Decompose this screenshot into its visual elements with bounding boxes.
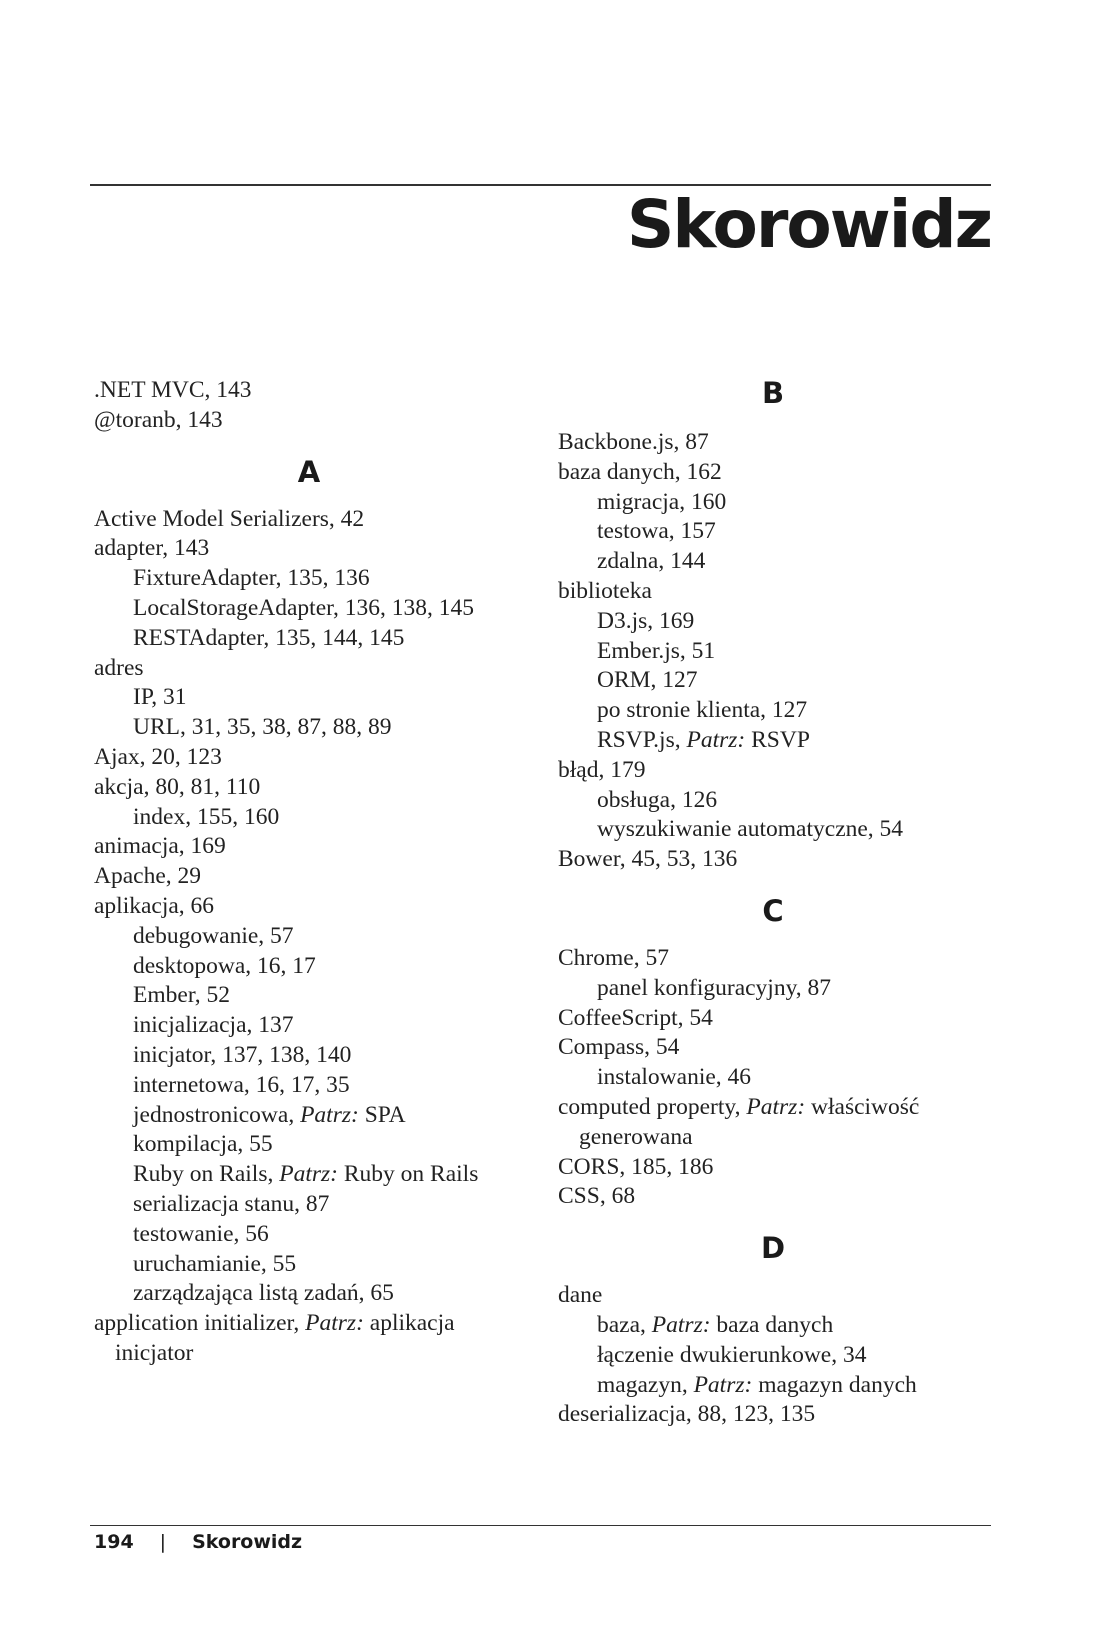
entry-text: D3.js, 169 [597, 607, 695, 634]
index-entry [94, 773, 524, 803]
index-subentry [558, 1063, 988, 1093]
entry-text: FixtureAdapter, 135, 136 [133, 565, 370, 592]
index-subentry [558, 1371, 988, 1401]
index-subentry [94, 594, 524, 624]
see-target: Ruby on Rails [337, 1161, 479, 1188]
index-entry [94, 406, 524, 436]
entry-text: instalowanie, 46 [597, 1064, 752, 1091]
see-target: właściwość [805, 1093, 920, 1120]
index-entry [558, 944, 988, 974]
index-subentry [94, 713, 524, 743]
index-subentry [94, 1101, 524, 1131]
index-entry [94, 654, 524, 684]
see-reference: Patrz: [300, 1101, 359, 1128]
entry-text: index, 155, 160 [133, 803, 280, 830]
section-letter: C [762, 893, 784, 928]
index-entry [94, 1309, 524, 1339]
index-column-left [94, 376, 524, 1369]
index-entry [558, 1400, 988, 1430]
index-entry [558, 1004, 988, 1034]
index-entry [558, 1033, 988, 1063]
index-entry [94, 832, 524, 862]
entry-text: debugowanie, 57 [133, 922, 294, 949]
entry-text: RESTAdapter, 135, 144, 145 [133, 624, 405, 651]
footer-section: Skorowidz [192, 1531, 303, 1553]
index-subentry [94, 1190, 524, 1220]
index-subentry [558, 666, 988, 696]
entry-text: serializacja stanu, 87 [133, 1190, 330, 1217]
entry-text: ORM, 127 [597, 667, 698, 694]
entry-text: magazyn, [597, 1371, 694, 1398]
entry-text: Apache, 29 [94, 863, 202, 890]
entry-text: Active Model Serializers, 42 [94, 505, 365, 532]
page-title: Skorowidz [626, 186, 991, 263]
entry-text: generowana [579, 1123, 693, 1150]
index-subentry [558, 726, 988, 756]
entry-text: application initializer, [94, 1310, 306, 1337]
see-reference: Patrz: [651, 1311, 711, 1338]
see-reference: Patrz: [746, 1093, 806, 1120]
entry-text: IP, 31 [133, 684, 187, 711]
entry-text: animacja, 169 [94, 833, 226, 860]
entry-text: Ruby on Rails, [133, 1161, 280, 1188]
entry-text: łączenie dwukierunkowe, 34 [597, 1341, 867, 1368]
entry-text: baza danych, 162 [558, 458, 722, 485]
index-entry [94, 892, 524, 922]
entry-text: URL, 31, 35, 38, 87, 88, 89 [133, 714, 392, 741]
index-subentry [558, 1341, 988, 1371]
index-subentry [94, 624, 524, 654]
see-target: SPA [358, 1101, 406, 1128]
entry-text: desktopowa, 16, 17 [133, 952, 316, 979]
entry-text: inicjator, 137, 138, 140 [133, 1041, 352, 1068]
index-subentry [558, 607, 988, 637]
index-subentry [558, 517, 988, 547]
index-entry [558, 845, 988, 875]
see-reference: Patrz: [693, 1371, 753, 1398]
entry-text: błąd, 179 [558, 756, 646, 783]
entry-text: internetowa, 16, 17, 35 [133, 1071, 350, 1098]
entry-text: zarządzająca listą zadań, 65 [133, 1280, 394, 1307]
page-number: 194 [94, 1531, 134, 1553]
index-entry [558, 1281, 988, 1311]
entry-text: Ember.js, 51 [597, 637, 716, 664]
index-subentry [94, 922, 524, 952]
index-subentry [94, 1250, 524, 1280]
index-entry-continuation [94, 1339, 524, 1369]
entry-text: computed property, [558, 1093, 747, 1120]
entry-text: RSVP.js, [597, 726, 687, 753]
entry-text: Bower, 45, 53, 136 [558, 846, 738, 873]
entry-text: jednostronicowa, [133, 1101, 301, 1128]
see-target: magazyn danych [752, 1371, 917, 1398]
entry-text: CORS, 185, 186 [558, 1153, 714, 1180]
index-subentry [94, 1041, 524, 1071]
index-entry [94, 505, 524, 535]
entry-text: baza, [597, 1311, 652, 1338]
entry-text: adapter, 143 [94, 535, 210, 562]
entry-text: testowa, 157 [597, 518, 716, 545]
index-subentry [94, 981, 524, 1011]
index-entry [94, 376, 524, 406]
entry-text: inicjator [115, 1339, 194, 1366]
entry-text: zdalna, 144 [597, 548, 706, 575]
index-entry [558, 756, 988, 786]
index-entry [558, 428, 988, 458]
entry-text: Compass, 54 [558, 1034, 680, 1061]
entry-text: uruchamianie, 55 [133, 1250, 297, 1277]
index-subentry [558, 1311, 988, 1341]
index-subentry [558, 974, 988, 1004]
index-entry [558, 577, 988, 607]
see-reference: Patrz: [279, 1161, 338, 1188]
index-subentry [94, 1160, 524, 1190]
entry-text: migracja, 160 [597, 488, 727, 515]
index-entry [558, 1182, 988, 1212]
entry-text: wyszukiwanie automatyczne, 54 [597, 816, 904, 843]
index-subentry [94, 1220, 524, 1250]
entry-text: Chrome, 57 [558, 944, 669, 971]
index-entry [94, 534, 524, 564]
index-subentry [94, 803, 524, 833]
index-subentry [94, 683, 524, 713]
entry-text: Ajax, 20, 123 [94, 743, 222, 770]
index-subentry [94, 1279, 524, 1309]
section-letter: B [761, 376, 785, 410]
index-subentry [94, 1011, 524, 1041]
see-target: aplikacja [363, 1310, 455, 1337]
entry-text: po stronie klienta, 127 [597, 697, 808, 724]
index-column-right [558, 378, 988, 1430]
see-target: baza danych [710, 1311, 834, 1338]
see-reference: Patrz: [305, 1310, 364, 1337]
footer-rule [90, 1525, 991, 1526]
index-entry [558, 1093, 988, 1123]
entry-text: biblioteka [558, 577, 652, 604]
entry-text: inicjalizacja, 137 [133, 1012, 294, 1039]
entry-text: deserializacja, 88, 123, 135 [558, 1401, 816, 1428]
entry-text: adres [94, 654, 144, 681]
entry-text: CoffeeScript, 54 [558, 1004, 713, 1031]
see-reference: Patrz: [686, 726, 746, 753]
index-subentry [558, 637, 988, 667]
entry-text: obsługa, 126 [597, 786, 718, 813]
entry-text: LocalStorageAdapter, 136, 138, 145 [133, 594, 475, 621]
index-entry [558, 458, 988, 488]
index-subentry [558, 547, 988, 577]
index-subentry [558, 815, 988, 845]
entry-text: Backbone.js, 87 [558, 429, 709, 455]
index-subentry [94, 564, 524, 594]
see-target: RSVP [745, 726, 810, 753]
index-subentry [94, 952, 524, 982]
entry-text: akcja, 80, 81, 110 [94, 773, 261, 800]
index-subentry [558, 786, 988, 816]
section-letter: A [297, 454, 321, 489]
entry-text: kompilacja, 55 [133, 1131, 273, 1158]
index-subentry [558, 488, 988, 518]
index-subentry [94, 1130, 524, 1160]
index-entry [94, 862, 524, 892]
index-entry [558, 1153, 988, 1183]
page-footer [94, 1528, 302, 1556]
index-subentry [558, 696, 988, 726]
entry-text: panel konfiguracyjny, 87 [597, 974, 832, 1001]
entry-text: @toranb, 143 [94, 406, 223, 433]
entry-text: aplikacja, 66 [94, 892, 215, 919]
index-entry-continuation [558, 1123, 988, 1153]
footer-separator: | [159, 1531, 167, 1553]
entry-text: testowanie, 56 [133, 1220, 269, 1247]
entry-text: .NET MVC, 143 [94, 377, 252, 403]
entry-text: CSS, 68 [558, 1183, 636, 1210]
index-subentry [94, 1071, 524, 1101]
entry-text: dane [558, 1282, 603, 1309]
section-letter: D [760, 1231, 786, 1266]
index-entry [94, 743, 524, 773]
entry-text: Ember, 52 [133, 982, 230, 1009]
